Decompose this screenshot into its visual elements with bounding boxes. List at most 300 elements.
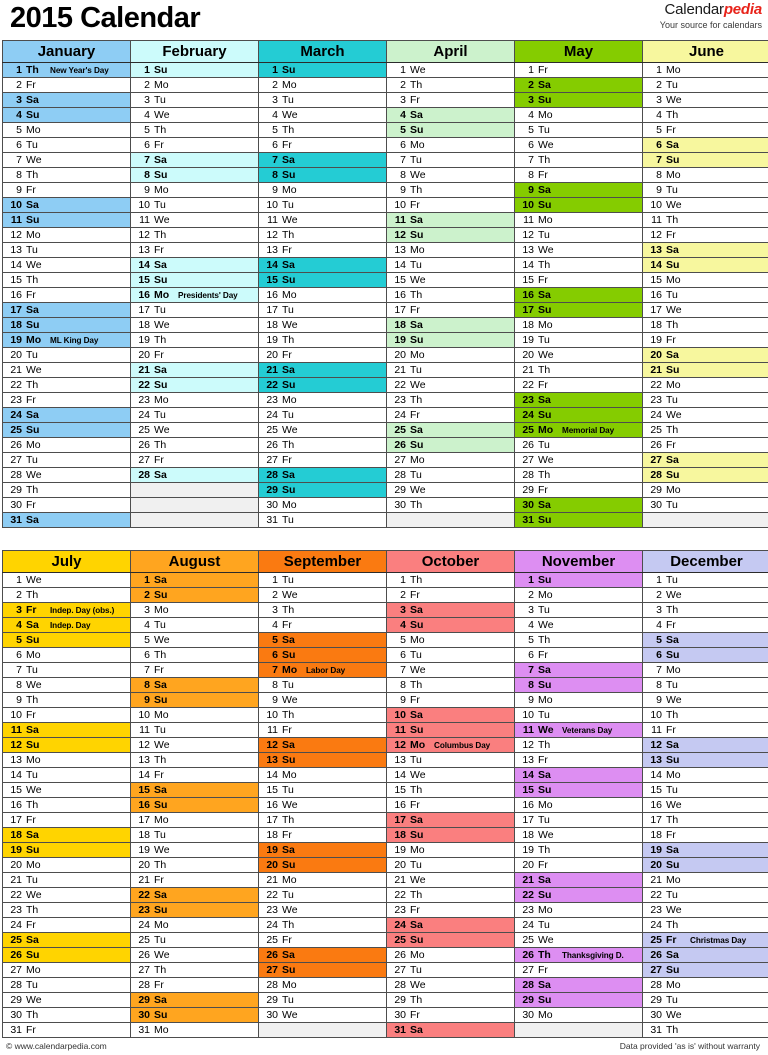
day-cell-march-17[interactable] (259, 303, 387, 318)
day-cell-october-9[interactable] (387, 693, 515, 708)
day-cell-november-23[interactable] (515, 903, 643, 918)
day-cell-august-11[interactable] (131, 723, 259, 738)
day-cell-june-22[interactable] (643, 378, 768, 393)
day-cell-january-20[interactable] (3, 348, 131, 363)
day-cell-july-30[interactable] (3, 1008, 131, 1023)
day-cell-february-3[interactable] (131, 93, 259, 108)
day-cell-may-16[interactable] (515, 288, 643, 303)
day-cell-may-24[interactable] (515, 408, 643, 423)
day-cell-december-18[interactable] (643, 828, 768, 843)
day-cell-november-8[interactable] (515, 678, 643, 693)
day-cell-april-25[interactable] (387, 423, 515, 438)
day-cell-march-12[interactable] (259, 228, 387, 243)
day-cell-may-15[interactable] (515, 273, 643, 288)
day-cell-april-6[interactable] (387, 138, 515, 153)
day-cell-january-29[interactable] (3, 483, 131, 498)
day-cell-august-12[interactable] (131, 738, 259, 753)
day-cell-april-19[interactable] (387, 333, 515, 348)
month-header-october[interactable]: October (387, 551, 515, 573)
day-cell-august-6[interactable] (131, 648, 259, 663)
day-cell-december-19[interactable] (643, 843, 768, 858)
day-cell-april-18[interactable] (387, 318, 515, 333)
day-cell-march-8[interactable] (259, 168, 387, 183)
day-cell-september-26[interactable] (259, 948, 387, 963)
month-header-september[interactable]: September (259, 551, 387, 573)
day-cell-june-2[interactable] (643, 78, 768, 93)
day-cell-december-26[interactable] (643, 948, 768, 963)
day-cell-december-23[interactable] (643, 903, 768, 918)
day-cell-october-29[interactable] (387, 993, 515, 1008)
day-cell-june-21[interactable] (643, 363, 768, 378)
day-cell-july-5[interactable] (3, 633, 131, 648)
day-cell-january-3[interactable] (3, 93, 131, 108)
day-cell-november-24[interactable] (515, 918, 643, 933)
day-cell-december-5[interactable] (643, 633, 768, 648)
day-cell-january-31[interactable] (3, 513, 131, 528)
day-cell-july-14[interactable] (3, 768, 131, 783)
day-cell-march-2[interactable] (259, 78, 387, 93)
day-cell-february-26[interactable] (131, 438, 259, 453)
day-cell-february-21[interactable] (131, 363, 259, 378)
day-cell-november-18[interactable] (515, 828, 643, 843)
day-cell-august-15[interactable] (131, 783, 259, 798)
day-cell-may-28[interactable] (515, 468, 643, 483)
day-cell-november-20[interactable] (515, 858, 643, 873)
day-cell-february-20[interactable] (131, 348, 259, 363)
day-cell-march-28[interactable] (259, 468, 387, 483)
day-cell-march-18[interactable] (259, 318, 387, 333)
day-cell-november-10[interactable] (515, 708, 643, 723)
day-cell-november-17[interactable] (515, 813, 643, 828)
day-cell-february-22[interactable] (131, 378, 259, 393)
day-cell-march-31[interactable] (259, 513, 387, 528)
day-cell-january-15[interactable] (3, 273, 131, 288)
day-cell-march-9[interactable] (259, 183, 387, 198)
day-cell-november-3[interactable] (515, 603, 643, 618)
day-cell-november-27[interactable] (515, 963, 643, 978)
day-cell-september-7[interactable] (259, 663, 387, 678)
day-cell-october-28[interactable] (387, 978, 515, 993)
day-cell-march-7[interactable] (259, 153, 387, 168)
day-cell-july-4[interactable] (3, 618, 131, 633)
day-cell-july-29[interactable] (3, 993, 131, 1008)
day-cell-november-6[interactable] (515, 648, 643, 663)
day-cell-february-14[interactable] (131, 258, 259, 273)
day-cell-july-23[interactable] (3, 903, 131, 918)
day-cell-june-28[interactable] (643, 468, 768, 483)
month-header-august[interactable]: August (131, 551, 259, 573)
day-cell-may-13[interactable] (515, 243, 643, 258)
day-cell-november-29[interactable] (515, 993, 643, 1008)
month-header-february[interactable]: February (131, 41, 259, 63)
day-cell-february-25[interactable] (131, 423, 259, 438)
day-cell-december-16[interactable] (643, 798, 768, 813)
day-cell-january-30[interactable] (3, 498, 131, 513)
day-cell-july-2[interactable] (3, 588, 131, 603)
day-cell-may-26[interactable] (515, 438, 643, 453)
day-cell-august-28[interactable] (131, 978, 259, 993)
day-cell-july-28[interactable] (3, 978, 131, 993)
day-cell-february-27[interactable] (131, 453, 259, 468)
day-cell-january-22[interactable] (3, 378, 131, 393)
day-cell-december-3[interactable] (643, 603, 768, 618)
day-cell-april-1[interactable] (387, 63, 515, 78)
day-cell-march-22[interactable] (259, 378, 387, 393)
day-cell-june-14[interactable] (643, 258, 768, 273)
day-cell-march-29[interactable] (259, 483, 387, 498)
day-cell-october-23[interactable] (387, 903, 515, 918)
day-cell-november-9[interactable] (515, 693, 643, 708)
day-cell-may-20[interactable] (515, 348, 643, 363)
day-cell-december-12[interactable] (643, 738, 768, 753)
day-cell-june-15[interactable] (643, 273, 768, 288)
day-cell-october-18[interactable] (387, 828, 515, 843)
day-cell-september-13[interactable] (259, 753, 387, 768)
day-cell-july-31[interactable] (3, 1023, 131, 1038)
day-cell-may-30[interactable] (515, 498, 643, 513)
day-cell-november-12[interactable] (515, 738, 643, 753)
day-cell-february-9[interactable] (131, 183, 259, 198)
day-cell-september-22[interactable] (259, 888, 387, 903)
day-cell-march-30[interactable] (259, 498, 387, 513)
day-cell-august-8[interactable] (131, 678, 259, 693)
day-cell-october-31[interactable] (387, 1023, 515, 1038)
day-cell-february-6[interactable] (131, 138, 259, 153)
day-cell-january-6[interactable] (3, 138, 131, 153)
day-cell-september-3[interactable] (259, 603, 387, 618)
day-cell-august-30[interactable] (131, 1008, 259, 1023)
day-cell-may-10[interactable] (515, 198, 643, 213)
day-cell-august-13[interactable] (131, 753, 259, 768)
day-cell-october-2[interactable] (387, 588, 515, 603)
day-cell-march-27[interactable] (259, 453, 387, 468)
day-cell-may-6[interactable] (515, 138, 643, 153)
month-header-may[interactable]: May (515, 41, 643, 63)
day-cell-march-6[interactable] (259, 138, 387, 153)
day-cell-november-13[interactable] (515, 753, 643, 768)
day-cell-march-1[interactable] (259, 63, 387, 78)
day-cell-december-8[interactable] (643, 678, 768, 693)
day-cell-july-22[interactable] (3, 888, 131, 903)
day-cell-march-21[interactable] (259, 363, 387, 378)
day-cell-may-7[interactable] (515, 153, 643, 168)
day-cell-september-29[interactable] (259, 993, 387, 1008)
day-cell-november-19[interactable] (515, 843, 643, 858)
day-cell-november-1[interactable] (515, 573, 643, 588)
day-cell-january-12[interactable] (3, 228, 131, 243)
day-cell-december-25[interactable] (643, 933, 768, 948)
day-cell-october-30[interactable] (387, 1008, 515, 1023)
day-cell-july-24[interactable] (3, 918, 131, 933)
day-cell-april-26[interactable] (387, 438, 515, 453)
day-cell-february-7[interactable] (131, 153, 259, 168)
day-cell-july-3[interactable] (3, 603, 131, 618)
day-cell-october-14[interactable] (387, 768, 515, 783)
day-cell-december-20[interactable] (643, 858, 768, 873)
day-cell-august-24[interactable] (131, 918, 259, 933)
day-cell-march-11[interactable] (259, 213, 387, 228)
day-cell-december-13[interactable] (643, 753, 768, 768)
month-header-january[interactable]: January (3, 41, 131, 63)
day-cell-april-22[interactable] (387, 378, 515, 393)
day-cell-july-19[interactable] (3, 843, 131, 858)
day-cell-august-1[interactable] (131, 573, 259, 588)
day-cell-september-11[interactable] (259, 723, 387, 738)
day-cell-april-11[interactable] (387, 213, 515, 228)
day-cell-february-10[interactable] (131, 198, 259, 213)
day-cell-september-15[interactable] (259, 783, 387, 798)
day-cell-july-8[interactable] (3, 678, 131, 693)
day-cell-august-3[interactable] (131, 603, 259, 618)
day-cell-january-16[interactable] (3, 288, 131, 303)
day-cell-july-20[interactable] (3, 858, 131, 873)
day-cell-june-4[interactable] (643, 108, 768, 123)
day-cell-april-23[interactable] (387, 393, 515, 408)
day-cell-june-7[interactable] (643, 153, 768, 168)
day-cell-august-7[interactable] (131, 663, 259, 678)
day-cell-october-17[interactable] (387, 813, 515, 828)
day-cell-october-5[interactable] (387, 633, 515, 648)
day-cell-november-2[interactable] (515, 588, 643, 603)
day-cell-november-30[interactable] (515, 1008, 643, 1023)
day-cell-september-4[interactable] (259, 618, 387, 633)
day-cell-january-21[interactable] (3, 363, 131, 378)
day-cell-march-10[interactable] (259, 198, 387, 213)
day-cell-july-12[interactable] (3, 738, 131, 753)
day-cell-may-21[interactable] (515, 363, 643, 378)
day-cell-may-17[interactable] (515, 303, 643, 318)
day-cell-august-31[interactable] (131, 1023, 259, 1038)
day-cell-january-17[interactable] (3, 303, 131, 318)
day-cell-may-11[interactable] (515, 213, 643, 228)
day-cell-june-20[interactable] (643, 348, 768, 363)
day-cell-june-6[interactable] (643, 138, 768, 153)
day-cell-november-4[interactable] (515, 618, 643, 633)
day-cell-april-21[interactable] (387, 363, 515, 378)
day-cell-april-27[interactable] (387, 453, 515, 468)
day-cell-july-6[interactable] (3, 648, 131, 663)
day-cell-october-20[interactable] (387, 858, 515, 873)
day-cell-july-16[interactable] (3, 798, 131, 813)
day-cell-april-29[interactable] (387, 483, 515, 498)
day-cell-november-11[interactable] (515, 723, 643, 738)
day-cell-february-12[interactable] (131, 228, 259, 243)
day-cell-june-18[interactable] (643, 318, 768, 333)
day-cell-july-15[interactable] (3, 783, 131, 798)
day-cell-october-21[interactable] (387, 873, 515, 888)
day-cell-march-15[interactable] (259, 273, 387, 288)
day-cell-december-31[interactable] (643, 1023, 768, 1038)
month-header-april[interactable]: April (387, 41, 515, 63)
day-cell-march-26[interactable] (259, 438, 387, 453)
day-cell-june-1[interactable] (643, 63, 768, 78)
day-cell-august-26[interactable] (131, 948, 259, 963)
day-cell-may-1[interactable] (515, 63, 643, 78)
day-cell-april-28[interactable] (387, 468, 515, 483)
day-cell-september-18[interactable] (259, 828, 387, 843)
day-cell-september-5[interactable] (259, 633, 387, 648)
day-cell-june-8[interactable] (643, 168, 768, 183)
day-cell-november-21[interactable] (515, 873, 643, 888)
day-cell-december-2[interactable] (643, 588, 768, 603)
day-cell-april-12[interactable] (387, 228, 515, 243)
day-cell-may-14[interactable] (515, 258, 643, 273)
day-cell-january-9[interactable] (3, 183, 131, 198)
day-cell-february-1[interactable] (131, 63, 259, 78)
day-cell-february-24[interactable] (131, 408, 259, 423)
day-cell-december-9[interactable] (643, 693, 768, 708)
day-cell-october-1[interactable] (387, 573, 515, 588)
day-cell-may-8[interactable] (515, 168, 643, 183)
day-cell-september-12[interactable] (259, 738, 387, 753)
day-cell-july-10[interactable] (3, 708, 131, 723)
day-cell-march-25[interactable] (259, 423, 387, 438)
day-cell-march-13[interactable] (259, 243, 387, 258)
day-cell-january-10[interactable] (3, 198, 131, 213)
day-cell-january-13[interactable] (3, 243, 131, 258)
day-cell-july-7[interactable] (3, 663, 131, 678)
day-cell-january-23[interactable] (3, 393, 131, 408)
day-cell-june-5[interactable] (643, 123, 768, 138)
day-cell-january-19[interactable] (3, 333, 131, 348)
day-cell-april-16[interactable] (387, 288, 515, 303)
day-cell-december-15[interactable] (643, 783, 768, 798)
day-cell-march-24[interactable] (259, 408, 387, 423)
day-cell-october-6[interactable] (387, 648, 515, 663)
day-cell-april-8[interactable] (387, 168, 515, 183)
day-cell-october-11[interactable] (387, 723, 515, 738)
day-cell-august-29[interactable] (131, 993, 259, 1008)
day-cell-february-15[interactable] (131, 273, 259, 288)
day-cell-october-4[interactable] (387, 618, 515, 633)
day-cell-september-1[interactable] (259, 573, 387, 588)
day-cell-august-16[interactable] (131, 798, 259, 813)
day-cell-october-15[interactable] (387, 783, 515, 798)
day-cell-november-14[interactable] (515, 768, 643, 783)
day-cell-august-4[interactable] (131, 618, 259, 633)
day-cell-april-24[interactable] (387, 408, 515, 423)
day-cell-february-4[interactable] (131, 108, 259, 123)
month-header-june[interactable]: June (643, 41, 768, 63)
day-cell-december-24[interactable] (643, 918, 768, 933)
day-cell-january-4[interactable] (3, 108, 131, 123)
day-cell-april-14[interactable] (387, 258, 515, 273)
day-cell-april-2[interactable] (387, 78, 515, 93)
day-cell-may-3[interactable] (515, 93, 643, 108)
day-cell-may-4[interactable] (515, 108, 643, 123)
day-cell-july-9[interactable] (3, 693, 131, 708)
day-cell-february-2[interactable] (131, 78, 259, 93)
day-cell-july-18[interactable] (3, 828, 131, 843)
day-cell-may-18[interactable] (515, 318, 643, 333)
day-cell-may-25[interactable] (515, 423, 643, 438)
day-cell-july-21[interactable] (3, 873, 131, 888)
day-cell-april-3[interactable] (387, 93, 515, 108)
day-cell-november-26[interactable] (515, 948, 643, 963)
day-cell-march-19[interactable] (259, 333, 387, 348)
day-cell-april-30[interactable] (387, 498, 515, 513)
month-header-march[interactable]: March (259, 41, 387, 63)
day-cell-may-29[interactable] (515, 483, 643, 498)
day-cell-march-3[interactable] (259, 93, 387, 108)
day-cell-january-2[interactable] (3, 78, 131, 93)
day-cell-january-28[interactable] (3, 468, 131, 483)
day-cell-june-12[interactable] (643, 228, 768, 243)
day-cell-november-22[interactable] (515, 888, 643, 903)
day-cell-july-25[interactable] (3, 933, 131, 948)
day-cell-october-12[interactable] (387, 738, 515, 753)
day-cell-july-17[interactable] (3, 813, 131, 828)
day-cell-september-14[interactable] (259, 768, 387, 783)
day-cell-december-4[interactable] (643, 618, 768, 633)
day-cell-september-19[interactable] (259, 843, 387, 858)
day-cell-april-7[interactable] (387, 153, 515, 168)
day-cell-march-4[interactable] (259, 108, 387, 123)
day-cell-february-18[interactable] (131, 318, 259, 333)
day-cell-august-20[interactable] (131, 858, 259, 873)
day-cell-july-1[interactable] (3, 573, 131, 588)
day-cell-november-16[interactable] (515, 798, 643, 813)
day-cell-september-9[interactable] (259, 693, 387, 708)
day-cell-december-27[interactable] (643, 963, 768, 978)
day-cell-october-10[interactable] (387, 708, 515, 723)
day-cell-october-16[interactable] (387, 798, 515, 813)
day-cell-may-5[interactable] (515, 123, 643, 138)
day-cell-september-20[interactable] (259, 858, 387, 873)
day-cell-january-18[interactable] (3, 318, 131, 333)
day-cell-march-20[interactable] (259, 348, 387, 363)
day-cell-november-25[interactable] (515, 933, 643, 948)
day-cell-june-29[interactable] (643, 483, 768, 498)
day-cell-june-19[interactable] (643, 333, 768, 348)
day-cell-october-24[interactable] (387, 918, 515, 933)
day-cell-january-14[interactable] (3, 258, 131, 273)
day-cell-november-5[interactable] (515, 633, 643, 648)
day-cell-may-2[interactable] (515, 78, 643, 93)
day-cell-october-7[interactable] (387, 663, 515, 678)
day-cell-march-16[interactable] (259, 288, 387, 303)
day-cell-august-19[interactable] (131, 843, 259, 858)
day-cell-april-17[interactable] (387, 303, 515, 318)
day-cell-july-11[interactable] (3, 723, 131, 738)
day-cell-june-25[interactable] (643, 423, 768, 438)
day-cell-january-8[interactable] (3, 168, 131, 183)
day-cell-september-28[interactable] (259, 978, 387, 993)
day-cell-january-24[interactable] (3, 408, 131, 423)
day-cell-february-23[interactable] (131, 393, 259, 408)
day-cell-august-18[interactable] (131, 828, 259, 843)
day-cell-august-5[interactable] (131, 633, 259, 648)
day-cell-december-28[interactable] (643, 978, 768, 993)
day-cell-may-31[interactable] (515, 513, 643, 528)
day-cell-may-23[interactable] (515, 393, 643, 408)
day-cell-august-21[interactable] (131, 873, 259, 888)
day-cell-july-27[interactable] (3, 963, 131, 978)
day-cell-june-11[interactable] (643, 213, 768, 228)
day-cell-may-19[interactable] (515, 333, 643, 348)
day-cell-december-7[interactable] (643, 663, 768, 678)
day-cell-november-7[interactable] (515, 663, 643, 678)
day-cell-september-24[interactable] (259, 918, 387, 933)
day-cell-june-13[interactable] (643, 243, 768, 258)
day-cell-july-26[interactable] (3, 948, 131, 963)
day-cell-july-13[interactable] (3, 753, 131, 768)
day-cell-may-22[interactable] (515, 378, 643, 393)
day-cell-november-28[interactable] (515, 978, 643, 993)
day-cell-august-10[interactable] (131, 708, 259, 723)
day-cell-february-13[interactable] (131, 243, 259, 258)
month-header-november[interactable]: November (515, 551, 643, 573)
